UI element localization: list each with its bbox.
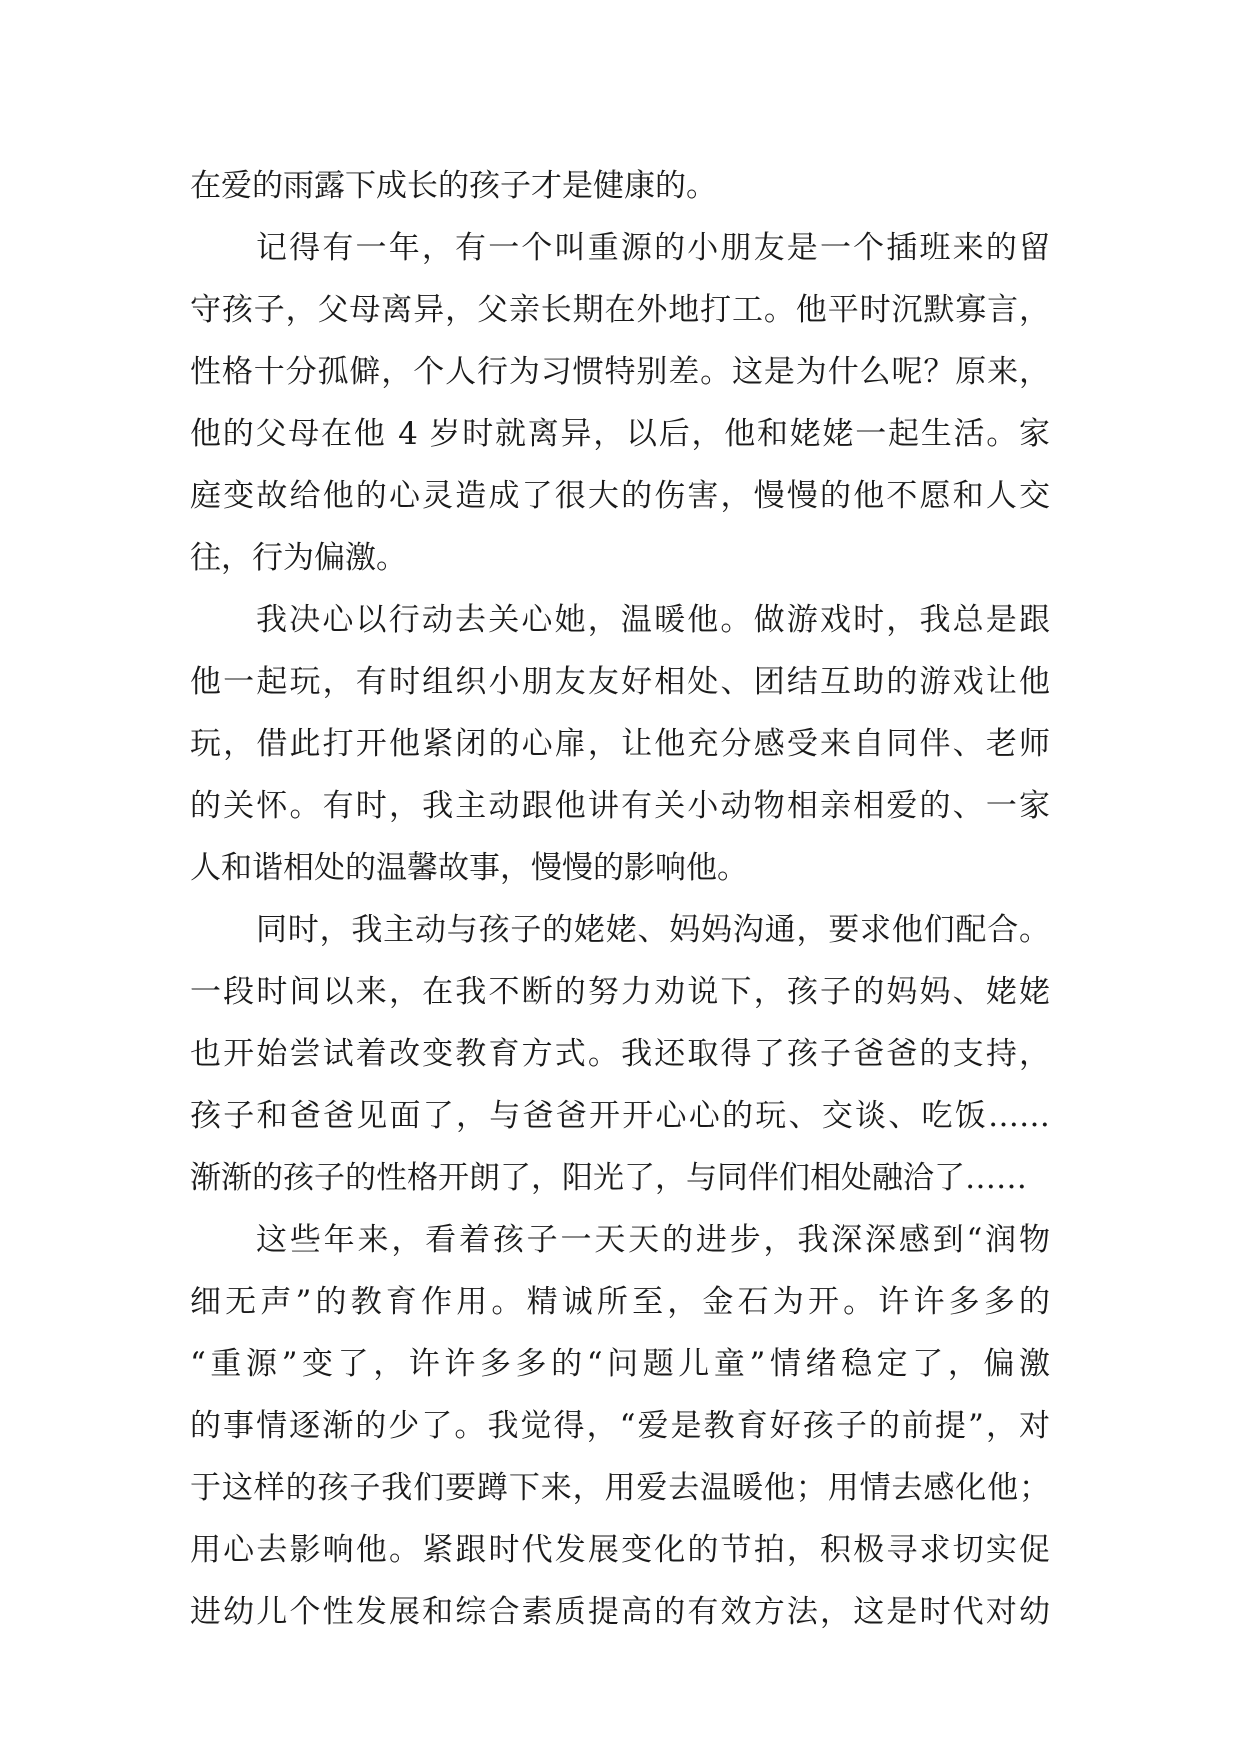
- text-line: 他的父母在他 4 岁时就离异，以后，他和姥姥一起生活。家: [190, 416, 1050, 452]
- text-line: 于这样的孩子我们要蹲下来，用爱去温暖他；用情去感化他；: [190, 1470, 1050, 1506]
- text-line: 往，行为偏激。: [190, 540, 407, 576]
- text-line: 细无声”的教育作用。精诚所至，金石为开。许许多多的: [190, 1284, 1050, 1320]
- text-line: 记得有一年，有一个叫重源的小朋友是一个插班来的留: [256, 230, 1050, 266]
- text-line: 庭变故给他的心灵造成了很大的伤害，慢慢的他不愿和人交: [190, 478, 1050, 514]
- text-line: 的关怀。有时，我主动跟他讲有关小动物相亲相爱的、一家: [190, 788, 1050, 824]
- text-line: 的事情逐渐的少了。我觉得，“爱是教育好孩子的前提”，对: [190, 1408, 1050, 1444]
- text-line: 人和谐相处的温馨故事，慢慢的影响他。: [190, 850, 748, 886]
- text-line: “重源”变了，许许多多的“问题儿童”情绪稳定了，偏激: [190, 1346, 1050, 1382]
- text-line: 守孩子，父母离异，父亲长期在外地打工。他平时沉默寡言，: [190, 292, 1050, 328]
- text-line: 我决心以行动去关心她，温暖他。做游戏时，我总是跟: [256, 602, 1050, 638]
- text-line: 他一起玩，有时组织小朋友友好相处、团结互助的游戏让他: [190, 664, 1050, 700]
- text-line: 在爱的雨露下成长的孩子才是健康的。: [190, 168, 717, 204]
- text-line: 进幼儿个性发展和综合素质提高的有效方法，这是时代对幼: [190, 1594, 1050, 1630]
- text-line: 孩子和爸爸见面了，与爸爸开开心心的玩、交谈、吃饭……: [190, 1098, 1050, 1134]
- text-line: 玩，借此打开他紧闭的心扉，让他充分感受来自同伴、老师: [190, 726, 1050, 762]
- text-line: 同时，我主动与孩子的姥姥、妈妈沟通，要求他们配合。: [256, 912, 1050, 948]
- text-line: 用心去影响他。紧跟时代发展变化的节拍，积极寻求切实促: [190, 1532, 1050, 1568]
- text-line: 渐渐的孩子的性格开朗了，阳光了，与同伴们相处融洽了……: [190, 1160, 1027, 1196]
- body-text: [190, 155, 1050, 1643]
- text-line: 一段时间以来，在我不断的努力劝说下，孩子的妈妈、姥姥: [190, 974, 1050, 1010]
- text-line: 也开始尝试着改变教育方式。我还取得了孩子爸爸的支持，: [190, 1036, 1050, 1072]
- text-line: 性格十分孤僻，个人行为习惯特别差。这是为什么呢？原来，: [190, 354, 1050, 390]
- text-line: 这些年来，看着孩子一天天的进步，我深深感到“润物: [256, 1222, 1050, 1258]
